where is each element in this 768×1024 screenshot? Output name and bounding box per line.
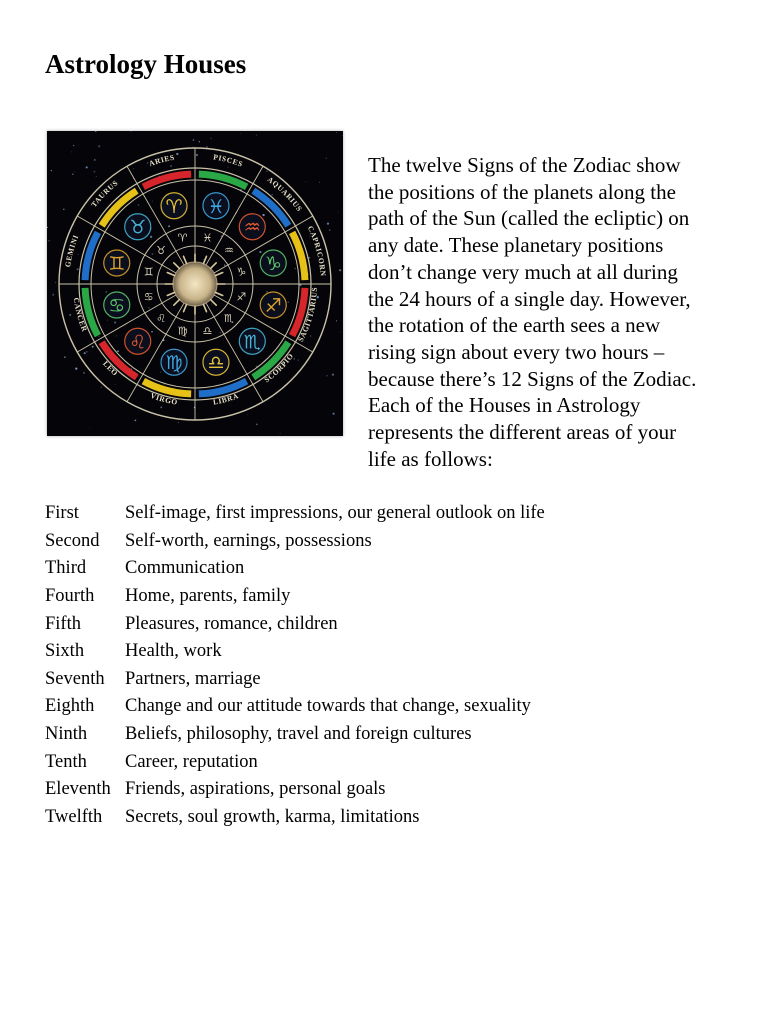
sign-emblem-glyph: ♒ [243,216,261,239]
star [84,352,86,354]
sign-label: VIRGO [149,390,179,407]
sign-label: CAPRICORN [305,224,328,277]
house-meaning: Self-worth, earnings, possessions [125,530,372,551]
sign-glyph: ♊ [143,265,154,279]
sign-glyph: ♑ [236,265,247,279]
star [92,346,94,348]
star [86,166,88,168]
house-name: Fourth [45,586,95,607]
intro-line: rising sign about every two hours – [368,339,665,364]
house-name: Tenth [45,751,87,772]
star [72,174,73,175]
star [115,384,116,385]
star [83,372,85,374]
house-row-fourth [45,583,735,611]
sign-label: ARIES [147,152,176,169]
star [160,406,162,408]
star [75,367,77,369]
intro-line: The twelve Signs of the Zodiac show [368,153,681,177]
house-name: Ninth [45,724,88,745]
sun-ray [174,263,180,269]
star [256,135,257,136]
house-name: Sixth [45,641,85,662]
star [220,332,221,333]
house-name: Eighth [45,696,95,717]
sign-label: CANCER [71,297,90,334]
sign-label: SCORPIO [262,351,296,385]
intro-paragraph [368,152,740,472]
star [51,170,52,171]
star [295,268,296,269]
house-meaning: Secrets, soul growth, karma, limitations [125,806,420,827]
star [266,171,267,172]
sun-ray [211,300,217,306]
intro-line: the rotation of the earth sees a new [368,313,661,338]
house-name: Eleventh [45,779,111,800]
star [271,330,272,331]
star [96,176,97,177]
sun-ray [203,256,206,263]
house-meaning: Self-image, first impressions, our general outlook on life [125,503,545,524]
house-name: First [45,503,79,524]
star [116,335,117,336]
star [329,229,330,230]
star [339,269,341,271]
star [152,253,154,255]
star [168,225,170,227]
sun-ray [215,273,222,276]
house-row-ninth [45,721,735,749]
sign-label: PISCES [212,152,245,169]
star [340,331,341,332]
star [211,138,212,139]
sun-ray [184,304,187,311]
star [280,433,281,434]
star [73,145,74,146]
sign-emblem-glyph: ♋ [108,294,126,317]
house-meaning: Partners, marriage [125,668,261,689]
star [106,291,107,292]
star [326,158,327,159]
star [94,159,96,161]
star [336,320,337,321]
house-meaning: Home, parents, family [125,586,291,607]
star [259,251,261,253]
star [71,151,72,152]
star [333,413,335,415]
house-meaning: Pleasures, romance, children [125,613,338,634]
star [78,254,79,255]
star [135,420,137,422]
zodiac-wheel [47,131,343,436]
star [90,231,91,232]
sign-emblem-glyph: ♍ [165,352,183,375]
star [90,427,91,428]
star [338,211,339,212]
house-name: Second [45,530,100,551]
sign-label: LEO [101,359,120,378]
star [48,240,50,242]
sign-glyph: ♎ [202,324,213,338]
star [101,387,102,388]
star [297,359,299,361]
star [240,133,241,134]
sun-ray [184,256,187,263]
houses-list [45,500,735,831]
star [147,162,149,164]
sun-ray [203,304,206,311]
intro-line: don’t change very much at all during [368,259,678,284]
house-row-seventh [45,666,735,694]
star [107,320,108,321]
star [160,372,161,373]
sun-ray [211,263,217,269]
star [247,414,248,415]
sign-emblem-glyph: ♐ [264,294,282,317]
sign-emblem-glyph: ♏ [243,331,261,354]
star [151,331,153,333]
star [308,274,309,275]
sun-ray [174,300,180,306]
star [224,264,225,265]
sign-emblem-glyph: ♓ [207,195,225,218]
star [47,227,48,228]
star [93,171,95,173]
star [178,422,179,423]
house-meaning: Friends, aspirations, personal goals [125,779,386,800]
sign-label: LIBRA [212,391,241,407]
sign-emblem-glyph: ♑ [264,253,282,276]
sign-glyph: ♋ [143,290,154,304]
star [170,165,172,167]
house-row-twelfth [45,804,735,832]
house-row-tenth [45,748,735,776]
star [271,194,272,195]
star [63,209,65,211]
house-meaning: Change and our attitude towards that change, sexuality [125,696,531,717]
wheel-rings [59,148,331,420]
intro-line: represents the different areas of your [368,420,677,445]
star [114,321,116,323]
sign-label: AQUARIUS [265,174,305,214]
star [69,314,71,316]
star [256,423,258,425]
star [227,167,228,168]
house-name: Fifth [45,613,81,634]
house-row-eleventh [45,776,735,804]
star [332,373,334,375]
intro-line: path of the Sun (called the ecliptic) on [368,206,690,231]
sun-ray [167,292,174,295]
house-meaning: Career, reputation [125,751,258,772]
star [262,214,264,216]
star [138,318,139,319]
sign-label: GEMINI [63,233,81,268]
star [193,139,195,141]
star [117,350,119,352]
intro-line: Each of the Houses in Astrology [368,393,641,418]
sign-glyph: ♌ [156,311,166,325]
star [64,356,65,357]
house-row-first [45,500,735,528]
house-row-second [45,528,735,556]
house-meaning: Health, work [125,641,222,662]
sign-emblem-glyph: ♉ [129,216,147,239]
sign-label: SAGITTARIUS [295,286,319,344]
intro-line: the 24 hours of a single day. However, [368,286,691,311]
star [148,307,149,308]
sign-glyph: ♒ [224,244,234,258]
star [327,223,329,225]
star [206,146,207,147]
page-title: Astrology Houses [45,49,247,79]
sign-glyph: ♏ [224,311,234,325]
sign-glyph: ♐ [236,290,247,304]
star [86,351,88,353]
star [319,182,320,183]
star [138,204,140,206]
star [171,320,172,321]
intro-line: the positions of the planets along the [368,179,676,204]
house-name: Seventh [45,668,105,689]
star [306,182,307,183]
star [150,236,152,238]
intro-line: any date. These planetary positions [368,233,664,258]
sign-emblem-glyph: ♊ [108,253,126,276]
star [77,268,79,270]
sign-glyph: ♈ [177,231,188,245]
sign-emblem-glyph: ♎ [207,352,225,375]
house-meaning: Beliefs, philosophy, travel and foreign cultures [125,724,472,745]
star [120,278,121,279]
sign-glyph: ♍ [177,324,188,338]
star [52,294,54,296]
star [98,336,99,337]
house-name: Third [45,558,87,579]
star [288,302,289,303]
house-row-sixth [45,638,735,666]
star [133,168,134,169]
sign-emblem-glyph: ♈ [165,195,183,218]
star [95,131,97,132]
star [326,375,327,376]
house-row-fifth [45,610,735,638]
star [266,291,268,293]
star [211,304,212,305]
star [336,132,337,133]
intro-line: because there’s 12 Signs of the Zodiac. [368,366,697,391]
zodiac-wheel-image [47,131,343,436]
star [310,335,311,336]
star [98,145,100,147]
sun-ray [167,273,174,276]
star [199,141,200,142]
house-meaning: Communication [125,558,245,579]
star [308,351,309,352]
house-row-third [45,555,735,583]
star [203,259,204,260]
sign-emblem-glyph: ♌ [129,331,147,354]
sun-ray [215,292,222,295]
sign-label: TAURUS [89,178,120,209]
star [193,146,194,147]
star [196,154,198,156]
star [342,135,343,136]
star [130,131,131,132]
house-row-eighth [45,693,735,721]
intro-line: life as follows: [368,446,493,471]
star [74,171,75,172]
sign-glyph: ♓ [202,231,213,245]
star [55,282,56,283]
house-name: Twelfth [45,806,103,827]
star [152,201,153,202]
sign-glyph: ♉ [156,244,166,258]
star [176,153,178,155]
